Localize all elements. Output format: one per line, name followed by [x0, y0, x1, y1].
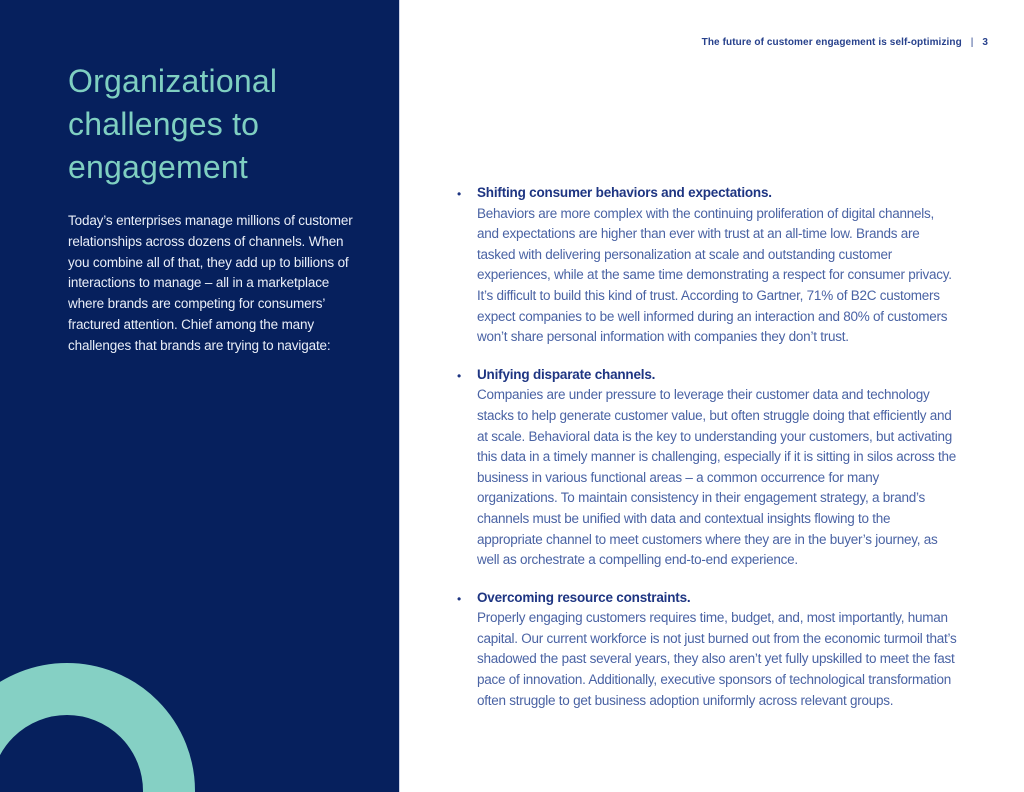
- challenges-list: [457, 183, 967, 728]
- list-item: [457, 183, 967, 348]
- section-content: [477, 365, 959, 571]
- bullet-icon: •: [457, 368, 462, 383]
- section-body: Companies are under pressure to leverage their customer data and technology stacks to help generate customer value, but often struggle doing that efficiently and at scale. Behavioral data is the key to understanding your customers, but activating this data in a timely manner is challenging, especially if it is sitting in silos across the business in various functional areas – a common occurrence for many organizations. To maintain consistency in their engagement strategy, a brand’s channels must be unified with data and contextual insights flowing to the appropriate channel to meet customers where they are in the buyer’s journey, as well as orchestrate a compelling end-to-end experience.: [477, 387, 956, 568]
- content-area: [399, 0, 1024, 792]
- page-number: 3: [982, 37, 988, 48]
- section-content: [477, 183, 959, 348]
- list-item: [457, 365, 967, 571]
- section-title: Overcoming resource constraints.: [477, 589, 691, 605]
- section-title: Shifting consumer behaviors and expectations.: [477, 185, 772, 200]
- list-item: [457, 588, 967, 712]
- bullet-icon: •: [457, 187, 462, 201]
- running-header-title: The future of customer engagement is self-optimizing: [701, 37, 962, 48]
- section-title: Unifying disparate channels.: [477, 366, 656, 382]
- page-title: Organizational challenges to engagement: [68, 63, 278, 185]
- bullet-icon: •: [457, 591, 462, 606]
- sidebar: [0, 0, 399, 792]
- sidebar-intro-text: Today’s enterprises manage millions of customer relationships across dozens of channels. When you combine all of that, they add up to billions of interactions to manage – all in a marketplace where brands are competing for consumers’ fractured attention. Chief among the many challenges that brands are trying to navigate:: [68, 213, 353, 353]
- header-separator: |: [970, 37, 974, 48]
- decorative-ring-icon: [0, 663, 195, 792]
- section-body: Properly engaging customers requires time, budget, and, most importantly, human capital. Our current workforce is not just burned out from the economic turmoil that’s shadowed the past several years, they also aren’t yet fully upskilled to meet the fast pace of innovation. Additionally, executive sponsors of technological transformation often struggle to get business adoption uniformly across relevant groups.: [477, 610, 957, 708]
- running-header: [702, 37, 988, 48]
- section-body: Behaviors are more complex with the continuing proliferation of digital channels, and expectations are higher than ever with trust at an all-time low. Brands are tasked with delivering personalization at scale and outstanding customer experiences, while at the same time demonstrating a respect for consumer privacy. It’s difficult to build this kind of trust. According to Gartner, 71% of B2C customers expect companies to be well informed during an interaction and 80% of customers won’t share personal information with companies they don’t trust.: [477, 205, 952, 345]
- section-content: [477, 588, 959, 712]
